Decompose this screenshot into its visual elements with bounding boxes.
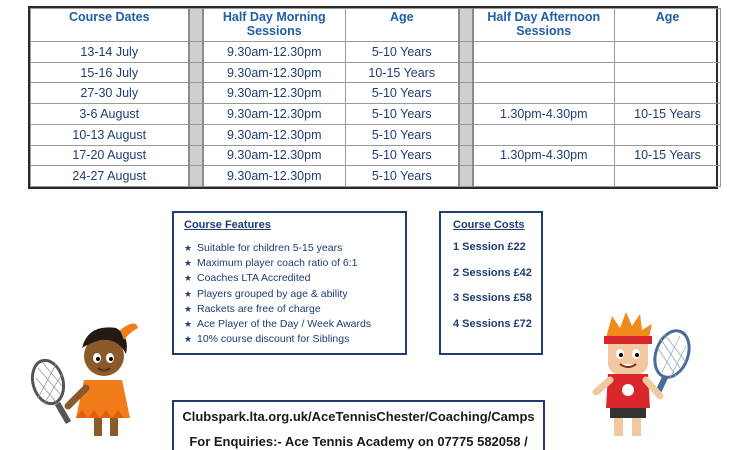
table-header-row (31, 9, 721, 42)
list-item (184, 287, 395, 302)
table-row (31, 83, 721, 104)
star-icon: ★ (184, 303, 193, 314)
cell-afternoon-session (473, 83, 615, 104)
tennis-racket-icon (28, 357, 71, 424)
header-age-morning: Age (346, 9, 459, 42)
header-afternoon-sessions: Half Day Afternoon Sessions (473, 9, 615, 42)
cell-course-dates: 13-14 July (31, 42, 189, 63)
footer-box (172, 400, 545, 450)
spacer-column (459, 145, 473, 166)
table-row (31, 145, 721, 166)
course-costs-title: Course Costs (453, 219, 525, 231)
boy-tennis-player-illustration (580, 312, 700, 440)
cell-morning-session: 9.30am-12.30pm (203, 62, 346, 83)
star-icon: ★ (184, 319, 193, 330)
cell-age-afternoon: 10-15 Years (615, 145, 721, 166)
star-icon: ★ (184, 273, 193, 284)
spacer-column (459, 124, 473, 145)
cell-course-dates: 27-30 July (31, 83, 189, 104)
list-item (184, 271, 395, 286)
star-icon: ★ (184, 258, 193, 269)
cell-course-dates: 24-27 August (31, 166, 189, 187)
spacer-column (189, 62, 203, 83)
table-row (31, 42, 721, 63)
spacer-column (189, 166, 203, 187)
cell-age-afternoon (615, 62, 721, 83)
course-costs-list (453, 241, 532, 330)
table-row (31, 124, 721, 145)
cell-morning-session: 9.30am-12.30pm (203, 42, 346, 63)
cell-morning-session: 9.30am-12.30pm (203, 83, 346, 104)
cell-afternoon-session: 1.30pm-4.30pm (473, 145, 615, 166)
course-features-list (184, 241, 395, 347)
feature-text: Suitable for children 5-15 years (197, 242, 343, 254)
feature-text: Coaches LTA Accredited (197, 272, 311, 285)
feature-text: Maximum player coach ratio of 6:1 (197, 257, 358, 270)
cell-age-afternoon: 10-15 Years (615, 104, 721, 125)
cell-afternoon-session (473, 166, 615, 187)
spacer-column (459, 42, 473, 63)
spacer-column (189, 145, 203, 166)
cell-age-morning: 5-10 Years (346, 83, 459, 104)
list-item (184, 256, 395, 271)
cell-course-dates: 3-6 August (31, 104, 189, 125)
girl-tennis-player-illustration (26, 318, 146, 440)
star-icon: ★ (184, 334, 193, 345)
cost-item: 1 Session £22 (453, 241, 526, 253)
cell-afternoon-session (473, 62, 615, 83)
cell-course-dates: 17-20 August (31, 145, 189, 166)
cell-course-dates: 15-16 July (31, 62, 189, 83)
spacer-column (459, 83, 473, 104)
spacer-column (459, 62, 473, 83)
website-link[interactable]: Clubspark.lta.org.uk/AceTennisChester/Coaching/Camps (182, 409, 535, 424)
enquiries-text: For Enquiries:- Ace Tennis Academy on 07775 582058 / (189, 434, 528, 449)
cell-morning-session: 9.30am-12.30pm (203, 124, 346, 145)
header-age-afternoon: Age (615, 9, 721, 42)
feature-text: Rackets are free of charge (197, 302, 321, 315)
header-morning-sessions: Half Day Morning Sessions (203, 9, 346, 42)
star-icon: ★ (184, 288, 193, 299)
list-item (184, 332, 395, 347)
list-item (184, 241, 395, 256)
cell-afternoon-session (473, 124, 615, 145)
cost-item: 2 Sessions £42 (453, 266, 532, 279)
table-row (31, 166, 721, 187)
cell-afternoon-session (473, 42, 615, 63)
cell-age-morning: 5-10 Years (346, 124, 459, 145)
course-features-title: Course Features (184, 219, 271, 231)
cell-age-morning: 10-15 Years (346, 62, 459, 83)
spacer-column (189, 124, 203, 145)
spacer-column (459, 104, 473, 125)
cell-course-dates: 10-13 August (31, 124, 189, 145)
tennis-racket-icon (649, 326, 695, 396)
cell-age-morning: 5-10 Years (346, 42, 459, 63)
cost-item: 3 Sessions £58 (453, 292, 532, 304)
spacer-column (459, 9, 473, 42)
spacer-column (189, 9, 203, 42)
table-row (31, 104, 721, 125)
list-item (184, 317, 395, 332)
cell-age-afternoon (615, 42, 721, 63)
course-schedule-table (28, 6, 718, 189)
feature-text: Players grouped by age & ability (197, 287, 348, 300)
cell-age-morning: 5-10 Years (346, 104, 459, 125)
feature-text: Ace Player of the Day / Week Awards (197, 318, 372, 331)
spacer-column (189, 42, 203, 63)
cell-age-afternoon (615, 166, 721, 187)
cell-age-morning: 5-10 Years (346, 166, 459, 187)
star-icon: ★ (184, 243, 193, 253)
spacer-column (189, 104, 203, 125)
cell-afternoon-session: 1.30pm-4.30pm (473, 104, 615, 125)
cell-age-afternoon (615, 124, 721, 145)
list-item (184, 302, 395, 317)
cell-morning-session: 9.30am-12.30pm (203, 145, 346, 166)
course-costs-box (439, 211, 543, 355)
cell-age-afternoon (615, 83, 721, 104)
spacer-column (189, 83, 203, 104)
table-row (31, 62, 721, 83)
cell-morning-session: 9.30am-12.30pm (203, 104, 346, 125)
cost-item: 4 Sessions £72 (453, 317, 532, 330)
course-features-box (172, 211, 407, 355)
spacer-column (459, 166, 473, 187)
header-course-dates: Course Dates (31, 9, 189, 42)
cell-morning-session: 9.30am-12.30pm (203, 166, 346, 187)
feature-text: 10% course discount for Siblings (197, 333, 350, 346)
cell-age-morning: 5-10 Years (346, 145, 459, 166)
